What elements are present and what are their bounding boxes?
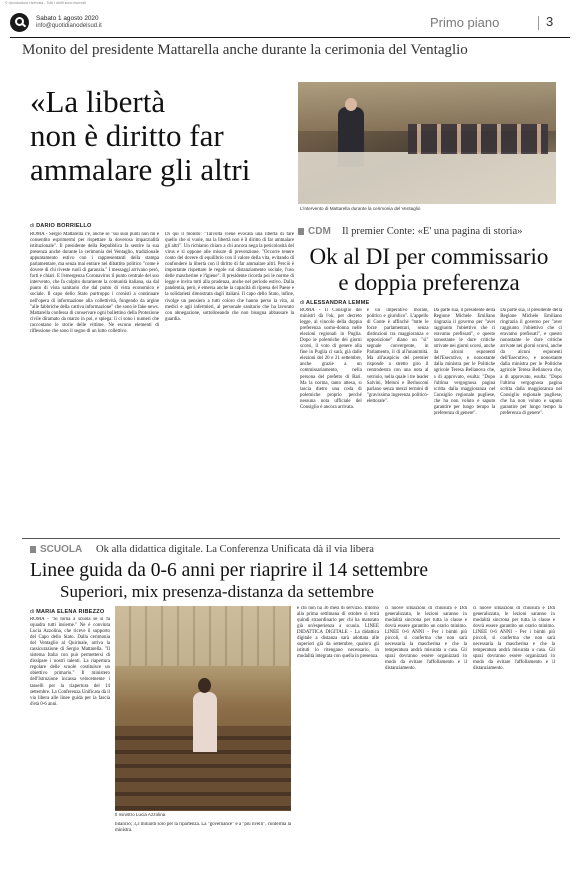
- article2-body: [300, 308, 562, 534]
- article3-column-5: ci nuove situazioni di chiusura e Ddi generalizzata, le lezioni saranno in modalità sincrona per tutta la classe e dovrà essere garantito un orario minimo. LINEE 0-6 ANNI - Per i bimbi più piccoli, si conferma che non sarà necessaria la mascherina e che la temperatura andrà misurata a casa. Gli spazi dovranno essere organizzati in modo da evitare l'affollamento e il distanziamento.: [473, 606, 555, 672]
- section-marker-icon: [298, 228, 304, 235]
- azzolina-photo-caption: Il ministro Lucia Azzolina: [115, 812, 166, 817]
- issue-date: Sabato 1 agosto 2020: [36, 15, 99, 22]
- article3-headline: Linee guida da 0-6 anni per riaprire il 14 settembre: [30, 560, 428, 581]
- article1-column-2: Di qui il monito: "Talvolta viene evocata una libertà di fare quello che si vuole, ma la libertà non è il diritto di far ammalare gli altri". Un richiamo chiaro a chi ancora nega la pericolosità del virus e si oppone alle misure di prevenzione. "Occorre tenere conto del dovere di equilibrio con il valore della vita, evitando di confondere la libertà con il diritto di far ammalare altri. Perciò è importante rispettare le regole sul distanziamento sociale, l'uso delle mascherine e l'igiene". Il presidente ricorda poi le norme di legge e invita tutti alla prudenza, anche nel periodo estivo. Dalla pandemia, però, è emersa anche la capacità di ripresa del Paese e la solidarietà dimostrata dagli italiani. Il capo dello Stato, infine, rivolge un pensiero a tutti coloro che hanno perso la vita, ai medici e agli infermieri, al personale sanitario che ha lavorato con abnegazione, sottolineando che non bisogna abbassare la guardia.: [165, 232, 294, 322]
- article2-headline-line-2: e doppia preferenza: [338, 270, 520, 295]
- article3-byline: di MARIA ELENA RIBEZZO: [30, 609, 105, 615]
- newspaper-logo: [10, 13, 29, 32]
- article3-body-right: [297, 606, 562, 868]
- article1-column-1: ROMA - Sergio Mattarella c'è, anche se "sui suoi punti non mi è consentito esprimermi per rispettare la doverosa imparzialità istituzionale". Il presidente della Repubblica fa sentire la sua presenza anche durante la cerimonia del Ventaglio, tradizionale appuntamento estivo con i rappresentanti della stampa parlamentare, ma senza mai entrare nel dibattito politico "come è dovere di chi riveste ruoli di garanzia." I messaggi arrivano però, forti e chiari. E l'emergenza Coronavirus il punto centrale del suo intervento, che fa colpito duramente la comunità italiana, sia dal punto di vista sanitario che dal punto di vista economico e sociale. Il capo dello Stato purtroppo i cronisti a continuare nell'opera di informazione alla collettività, fungendo da argine "alle fabbriche della cattiva informazione" che sono le fake news. Mattarella confessa di conservare ogni bollettino della Protezione civile diramato da marzo in poi, e spiega: lì ci sono i numeri che raccontano le storie delle vittime. Ne escono elementi di riflessione che sono il segno di un lutto collettivo.: [30, 232, 159, 334]
- azzolina-photo: [115, 606, 291, 811]
- headline-line-2: non è diritto far: [30, 118, 224, 153]
- copyright-notice: © riproduzione riservata - Tutti i diritti sono riservati: [5, 1, 86, 5]
- section-divider: [22, 538, 560, 539]
- article2-column-2: è un imperativo morale, politico e giuridico". L'appello di Conte è affinché "tutte le forze parlamentari, senza distinzioni tra maggioranza e opposizione" diano un "sì" segnale convergente, in Parlamento, il di all'unanimità. Ma all'auspicio del premier risponde a stretto giro il centrodestra con una nota al vetriolo, nella quale i tre leader Salvini, Meloni e Berlusconi parlano senza mezzi termini di "gravissima ingerenza politico-elettorale".: [366, 308, 429, 404]
- article1-headline: [30, 85, 292, 187]
- article3-subheadline: Superiori, mix presenza-distanza da settembre: [60, 582, 374, 601]
- page-number: 3: [546, 14, 554, 29]
- article2-column-3: Da parte sua, il presidente della Regione Michele Emiliano ringrazia il governo per "aver raggiunto l'obiettivo che ci eravamo prefissati", e questo nonostante le dure critiche arrivate nei giorni scorsi, anche da alcuni esponenti dell'Esecutivo, e nonostante dalla ministra per le Politiche agricole Teresa Bellanova che, a di approvato, esulta: "Dopo l'ultima vergognosa pagina scritta dalla maggioranza nel Consiglio regionale pugliese, che ha non voluto e saputo garantire per lungo tempo la preferenza di genere".: [433, 308, 496, 416]
- article3-body-under-photo: [115, 822, 291, 867]
- article3-body-left: [30, 617, 110, 867]
- article3-kicker: Ok alla didattica digitale. La Conferenza Unificata dà il via libera: [96, 544, 374, 555]
- article3-column-2: bilancio; 3,3 miliardi solo per la ripartenza. La "governance" è a "più livelli", conferma la ministra.: [115, 822, 291, 834]
- headline-line-1: «La libertà: [30, 84, 166, 119]
- section-name: Primo piano: [430, 15, 500, 30]
- article2-column-1: ROMA - Il Consiglio dei ministri dà l'ok, per decreto legge, al vincolo della doppia preferenza uomo-donna nelle elezioni regionali in Puglia. Dopo le polemiche dei giorni scorsi, il voto di genere alla fine in Puglia ci sarà, già dalle elezioni del 20 e 21 settembre, anche grazie a un commissariamento, nella persona del prefetto di Bari. Ma la norma, tanto attesa, si lascia dietro una coda di polemiche proprio perché nessuna nota ufficiale del Consiglio è ancora arrivata.: [300, 308, 362, 410]
- headline-line-3: ammalare gli altri: [30, 152, 251, 187]
- article3-column-3: e chi non ha 36 mesi di servizio. Intorno alla prima settimana di ottobre si terrà quindi straordinario per chi ha maturato già un'esperienza a scuola. LINEE DIDATTICA DIGITALE - La didattica digitale a distanza sarà adottata alle superiori già da settembre, qualora gli istituti lo ritengano necessario, in modalità integrata con quella in presenza.: [297, 606, 379, 660]
- article2-byline: di ALESSANDRA LEMME: [300, 300, 370, 306]
- article2-section-tag: CDM: [308, 226, 331, 237]
- mattarella-photo-caption: L'intervento di Mattarella durante la cerimonia del Ventaglio: [300, 206, 421, 211]
- header-divider: [538, 16, 539, 30]
- header-rule: [10, 37, 570, 38]
- article2-kicker: Il premier Conte: «E' una pagina di storia»: [342, 226, 523, 237]
- article1-kicker: Monito del presidente Mattarella anche durante la cerimonia del Ventaglio: [22, 42, 468, 58]
- mattarella-photo: [298, 82, 556, 204]
- article3-header: [30, 544, 530, 558]
- article2-column-4: Da parte sua, il presidente della Regione Michele Emiliano ringrazia il governo per "aver raggiunto l'obiettivo che ci eravamo prefissati", e questo nonostante le dure critiche arrivate nei giorni scorsi, anche da alcuni esponenti dell'Esecutivo, e nonostante dalla ministra per le Politiche agricole Teresa Bellanova che, a di approvato, esulta: "Dopo l'ultima vergognosa pagina scritta dalla maggioranza nel Consiglio regionale pugliese, che ha non voluto e saputo garantire per lungo tempo la preferenza di genere".: [500, 308, 562, 416]
- article2-headline-line-1: Ok al DI per commissario: [309, 244, 549, 269]
- article1-byline: di DARIO BORRIELLO: [30, 223, 92, 229]
- article2-header: [298, 226, 558, 240]
- contact-email: info@quotidianodelsud.it: [36, 23, 102, 29]
- section-marker-icon: [30, 546, 36, 553]
- article3-column-1: ROMA - "Si torna a scuola se si fa squadra tutti insieme." Ne è convinta Lucia Azzolina, che riceve il supporto del Capo dello Stato. Dalla cerimonia del Ventaglio al Quirinale, arriva la rassicurazione di Sergio Mattarella. "Il sistema Italia con può permettersi di dissipare i nostri talenti. La riapertura regolare delle scuole costituisce un obiettivo primario." Il ministero dell'Istruzione incassa velocemente i tasselli per la riapertura del 14 settembre. La Conferenza Unificata dà il via libera alle linee guida per la fascia d'età 0-6 anni.: [30, 617, 110, 707]
- article3-section-tag: SCUOLA: [40, 544, 83, 555]
- article2-headline: [298, 244, 560, 296]
- page-header: [10, 10, 570, 36]
- article1-body: [30, 232, 294, 577]
- article3-column-4: ci nuove situazioni di chiusura e Ddi generalizzata, le lezioni saranno in modalità sincrona per tutta la classe e dovrà essere garantito un orario minimo. LINEE 0-6 ANNI - Per i bimbi più piccoli, si conferma che non sarà necessaria la mascherina e che la temperatura andrà misurata a casa. Gli spazi dovranno essere organizzati in modo da evitare l'affollamento e il distanziamento.: [385, 606, 467, 672]
